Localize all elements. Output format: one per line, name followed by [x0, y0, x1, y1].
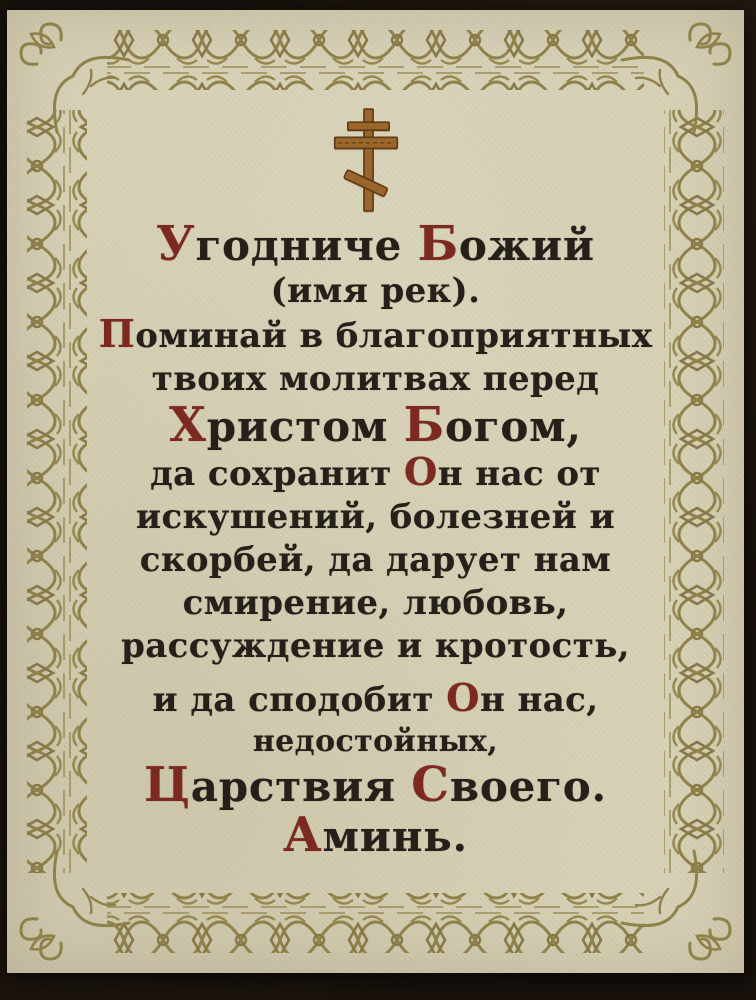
prayer-line [65, 358, 686, 401]
prayer-line [65, 539, 686, 582]
prayer-line-text: искушений, болезней и [135, 497, 616, 537]
prayer-line [65, 397, 686, 453]
prayer-line-text: смирение, любовь, [182, 583, 569, 623]
prayer-line-text: огом, [444, 402, 582, 451]
prayer-line-text: скорбей, да дарует нам [139, 540, 612, 580]
initial-letter: П [98, 312, 136, 357]
prayer-line-text: воего. [449, 762, 607, 811]
prayer-line [65, 313, 686, 358]
prayer-line [65, 451, 686, 496]
prayer-line [65, 807, 686, 863]
prayer-line [65, 722, 686, 761]
prayer-line [65, 216, 686, 272]
prayer-line-text: н нас, [479, 680, 599, 720]
prayer-card [7, 10, 744, 973]
initial-letter: Б [403, 397, 445, 453]
prayer-line [65, 677, 686, 722]
prayer-line [65, 582, 686, 625]
prayer-line-text: годниче [195, 221, 418, 270]
initial-letter: Б [417, 216, 459, 272]
initial-letter: О [446, 676, 480, 721]
initial-letter: А [283, 807, 323, 863]
prayer-line [65, 625, 686, 668]
initial-letter: У [156, 216, 196, 272]
prayer-line-text: да сохранит [150, 454, 404, 494]
prayer-line-text: арствия [190, 762, 412, 811]
prayer-line-text: ожий [458, 221, 595, 270]
prayer-line-text: минь. [322, 812, 468, 861]
initial-letter: Х [169, 397, 207, 453]
prayer-line-text: оминай в благоприятных [135, 316, 653, 356]
prayer-line-text: ристом [206, 402, 404, 451]
prayer-line-text: н нас от [437, 454, 601, 494]
initial-letter: О [403, 450, 438, 495]
initial-letter: С [411, 757, 450, 813]
orthodox-cross-icon [330, 108, 402, 214]
prayer-line-text: рассуждение и кротость, [121, 626, 630, 666]
prayer-line [65, 757, 686, 813]
prayer-line [65, 496, 686, 539]
prayer-line-text: (имя рек). [270, 271, 481, 311]
prayer-line-text: недостойных, [252, 724, 499, 759]
prayer-text [65, 216, 686, 863]
prayer-line-text: и да сподобит [152, 680, 447, 720]
initial-letter: Ц [144, 757, 191, 813]
prayer-line [65, 270, 686, 313]
prayer-line-text: твоих молитвах перед [151, 359, 600, 399]
